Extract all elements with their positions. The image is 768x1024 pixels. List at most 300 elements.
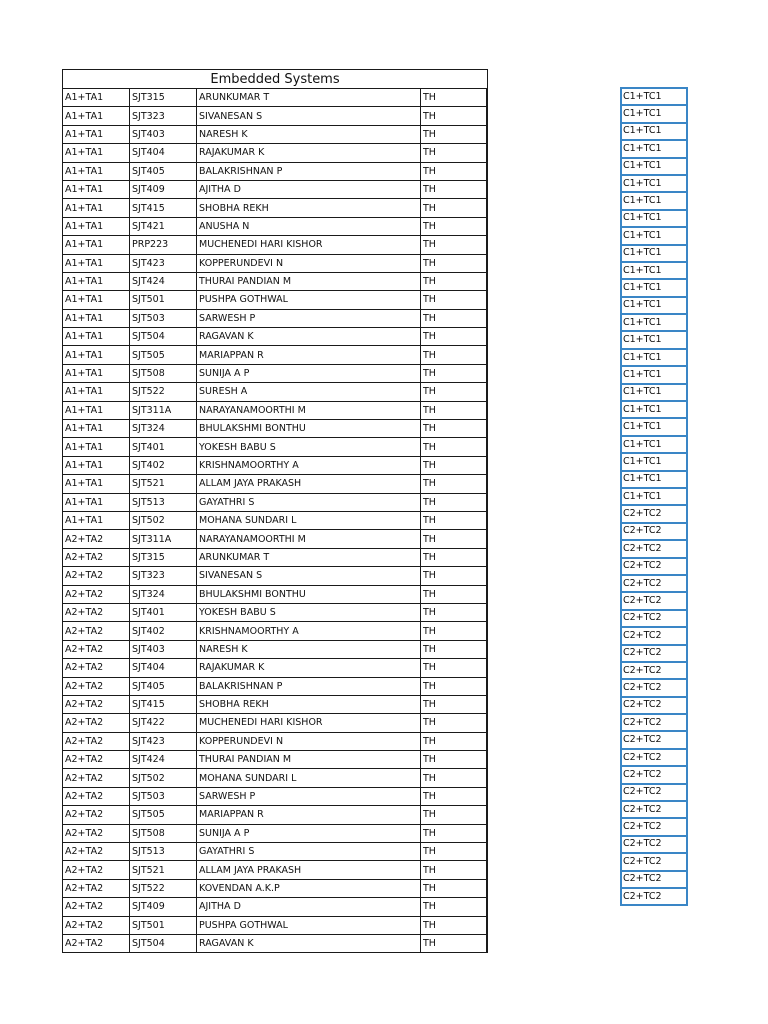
faculty-cell[interactable]: GAYATHRI S [197, 843, 421, 861]
theory-slot-cell[interactable]: C1+TC1 [621, 331, 687, 348]
empty-cell[interactable] [487, 916, 488, 934]
type-cell[interactable]: TH [421, 383, 487, 401]
theory-slot-cell[interactable]: C1+TC1 [621, 488, 687, 505]
faculty-cell[interactable]: RAGAVAN K [197, 328, 421, 346]
theory-slot-cell[interactable]: C1+TC1 [621, 401, 687, 418]
type-cell[interactable]: TH [421, 861, 487, 879]
type-cell[interactable]: TH [421, 567, 487, 585]
empty-cell[interactable] [487, 751, 488, 769]
slot-cell[interactable]: A2+TA2 [63, 585, 130, 603]
room-cell[interactable]: SJT424 [130, 272, 197, 290]
room-cell[interactable]: SJT521 [130, 475, 197, 493]
empty-cell[interactable] [487, 493, 488, 511]
theory-slot-cell[interactable]: C2+TC2 [621, 801, 687, 818]
type-cell[interactable]: TH [421, 530, 487, 548]
empty-cell[interactable] [487, 254, 488, 272]
table-row [63, 806, 488, 824]
empty-cell[interactable] [487, 456, 488, 474]
room-cell[interactable]: SJT502 [130, 769, 197, 787]
faculty-cell[interactable]: THURAI PANDIAN M [197, 751, 421, 769]
slot-cell[interactable]: A1+TA1 [63, 364, 130, 382]
room-cell[interactable]: SJT324 [130, 420, 197, 438]
table-row [63, 824, 488, 842]
theory-slot-cell[interactable]: C2+TC2 [621, 749, 687, 766]
theory-slot-cell[interactable]: C2+TC2 [621, 836, 687, 853]
table-row [63, 236, 488, 254]
room-cell[interactable]: SJT423 [130, 254, 197, 272]
type-cell[interactable]: TH [421, 603, 487, 621]
faculty-cell[interactable]: PUSHPA GOTHWAL [197, 291, 421, 309]
theory-slot-cell[interactable]: C1+TC1 [621, 453, 687, 470]
type-cell[interactable]: TH [421, 548, 487, 566]
type-cell[interactable]: TH [421, 217, 487, 235]
slot-cell[interactable]: A2+TA2 [63, 769, 130, 787]
theory-slot-cell[interactable]: C2+TC2 [621, 627, 687, 644]
type-cell[interactable]: TH [421, 916, 487, 934]
type-cell[interactable]: TH [421, 89, 487, 107]
type-cell[interactable]: TH [421, 640, 487, 658]
slot-cell[interactable]: A2+TA2 [63, 530, 130, 548]
slot-cell[interactable]: A1+TA1 [63, 125, 130, 143]
room-cell[interactable]: SJT423 [130, 732, 197, 750]
room-cell[interactable]: SJT522 [130, 879, 197, 897]
room-cell[interactable]: SJT315 [130, 548, 197, 566]
slot-column-body [621, 88, 687, 905]
type-cell[interactable]: TH [421, 254, 487, 272]
room-cell[interactable]: SJT409 [130, 180, 197, 198]
faculty-cell[interactable]: MARIAPPAN R [197, 346, 421, 364]
room-cell[interactable]: SJT415 [130, 695, 197, 713]
empty-cell[interactable] [487, 346, 488, 364]
empty-cell[interactable] [487, 732, 488, 750]
room-cell[interactable]: SJT503 [130, 787, 197, 805]
type-cell[interactable]: TH [421, 843, 487, 861]
slot-cell[interactable]: A2+TA2 [63, 677, 130, 695]
empty-cell[interactable] [487, 475, 488, 493]
slot-cell[interactable]: A1+TA1 [63, 383, 130, 401]
theory-slot-cell[interactable]: C1+TC1 [621, 279, 687, 296]
slot-row [621, 349, 687, 366]
type-cell[interactable]: TH [421, 346, 487, 364]
slot-cell[interactable]: A1+TA1 [63, 401, 130, 419]
slot-cell[interactable]: A2+TA2 [63, 843, 130, 861]
slot-cell[interactable]: A2+TA2 [63, 640, 130, 658]
theory-slot-cell[interactable]: C2+TC2 [621, 610, 687, 627]
faculty-cell[interactable]: SIVANESAN S [197, 107, 421, 125]
faculty-cell[interactable]: KOVENDAN A.K.P [197, 879, 421, 897]
empty-cell[interactable] [487, 843, 488, 861]
empty-cell[interactable] [487, 272, 488, 290]
empty-cell[interactable] [487, 511, 488, 529]
empty-cell[interactable] [487, 898, 488, 916]
slot-cell[interactable]: A2+TA2 [63, 934, 130, 952]
empty-cell[interactable] [487, 640, 488, 658]
theory-slot-cell[interactable]: C1+TC1 [621, 227, 687, 244]
faculty-cell[interactable]: RAJAKUMAR K [197, 144, 421, 162]
theory-slot-cell[interactable]: C2+TC2 [621, 784, 687, 801]
type-cell[interactable]: TH [421, 934, 487, 952]
theory-slot-cell[interactable]: C1+TC1 [621, 210, 687, 227]
faculty-cell[interactable]: GAYATHRI S [197, 493, 421, 511]
faculty-cell[interactable]: ALLAM JAYA PRAKASH [197, 475, 421, 493]
room-cell[interactable]: SJT403 [130, 640, 197, 658]
room-cell[interactable]: SJT401 [130, 438, 197, 456]
empty-cell[interactable] [487, 364, 488, 382]
slot-cell[interactable]: A1+TA1 [63, 217, 130, 235]
slot-cell[interactable]: A2+TA2 [63, 787, 130, 805]
type-cell[interactable]: TH [421, 309, 487, 327]
room-cell[interactable]: SJT405 [130, 162, 197, 180]
room-cell[interactable]: SJT402 [130, 622, 197, 640]
theory-slot-cell[interactable]: C2+TC2 [621, 731, 687, 748]
faculty-cell[interactable]: MOHANA SUNDARI L [197, 769, 421, 787]
slot-cell[interactable]: A1+TA1 [63, 162, 130, 180]
room-cell[interactable]: SJT323 [130, 107, 197, 125]
type-cell[interactable]: TH [421, 732, 487, 750]
faculty-cell[interactable]: BALAKRISHNAN P [197, 677, 421, 695]
slot-cell[interactable]: A1+TA1 [63, 511, 130, 529]
type-cell[interactable]: TH [421, 898, 487, 916]
empty-cell[interactable] [487, 199, 488, 217]
faculty-cell[interactable]: SURESH A [197, 383, 421, 401]
type-cell[interactable]: TH [421, 695, 487, 713]
type-cell[interactable]: TH [421, 199, 487, 217]
theory-slot-cell[interactable]: C1+TC1 [621, 366, 687, 383]
empty-cell[interactable] [487, 769, 488, 787]
room-cell[interactable]: SJT403 [130, 125, 197, 143]
empty-cell[interactable] [487, 934, 488, 952]
slot-cell[interactable]: A2+TA2 [63, 879, 130, 897]
slot-row [621, 731, 687, 748]
empty-cell[interactable] [487, 107, 488, 125]
faculty-cell[interactable]: NARAYANAMOORTHI M [197, 530, 421, 548]
slot-cell[interactable]: A1+TA1 [63, 291, 130, 309]
empty-cell[interactable] [487, 861, 488, 879]
theory-slot-cell[interactable]: C1+TC1 [621, 158, 687, 175]
theory-slot-cell[interactable]: C1+TC1 [621, 297, 687, 314]
room-cell[interactable]: SJT405 [130, 677, 197, 695]
slot-cell[interactable]: A2+TA2 [63, 548, 130, 566]
slot-cell[interactable]: A1+TA1 [63, 475, 130, 493]
theory-slot-cell[interactable]: C1+TC1 [621, 314, 687, 331]
theory-slot-cell[interactable]: C1+TC1 [621, 175, 687, 192]
room-cell[interactable]: SJT415 [130, 199, 197, 217]
slot-row [621, 836, 687, 853]
empty-cell[interactable] [487, 695, 488, 713]
faculty-cell[interactable]: MOHANA SUNDARI L [197, 511, 421, 529]
slot-cell[interactable]: A1+TA1 [63, 438, 130, 456]
faculty-cell[interactable]: SARWESH P [197, 787, 421, 805]
faculty-cell[interactable]: NARESH K [197, 640, 421, 658]
slot-cell[interactable]: A1+TA1 [63, 309, 130, 327]
theory-slot-cell[interactable]: C1+TC1 [621, 262, 687, 279]
empty-cell[interactable] [487, 603, 488, 621]
theory-slot-cell[interactable]: C2+TC2 [621, 540, 687, 557]
slot-row [621, 418, 687, 435]
empty-cell[interactable] [487, 438, 488, 456]
slot-cell[interactable]: A2+TA2 [63, 861, 130, 879]
faculty-cell[interactable]: AJITHA D [197, 898, 421, 916]
type-cell[interactable]: TH [421, 236, 487, 254]
theory-slot-cell[interactable]: C2+TC2 [621, 523, 687, 540]
room-cell[interactable]: SJT402 [130, 456, 197, 474]
empty-cell[interactable] [487, 89, 488, 107]
room-cell[interactable]: SJT508 [130, 824, 197, 842]
empty-cell[interactable] [487, 162, 488, 180]
room-cell[interactable]: SJT424 [130, 751, 197, 769]
room-cell[interactable]: SJT503 [130, 309, 197, 327]
table-row [63, 622, 488, 640]
faculty-cell[interactable]: MARIAPPAN R [197, 806, 421, 824]
room-cell[interactable]: SJT513 [130, 493, 197, 511]
type-cell[interactable]: TH [421, 272, 487, 290]
theory-slot-cell[interactable]: C1+TC1 [621, 384, 687, 401]
theory-slot-cell[interactable]: C2+TC2 [621, 697, 687, 714]
theory-slot-cell[interactable]: C2+TC2 [621, 592, 687, 609]
room-cell[interactable]: SJT501 [130, 291, 197, 309]
room-cell[interactable]: SJT404 [130, 659, 197, 677]
theory-slot-cell[interactable]: C2+TC2 [621, 505, 687, 522]
empty-cell[interactable] [487, 144, 488, 162]
theory-slot-cell[interactable]: C1+TC1 [621, 436, 687, 453]
empty-cell[interactable] [487, 291, 488, 309]
slot-cell[interactable]: A1+TA1 [63, 89, 130, 107]
theory-slot-cell[interactable]: C1+TC1 [621, 140, 687, 157]
room-cell[interactable]: SJT324 [130, 585, 197, 603]
table-row [63, 420, 488, 438]
slot-cell[interactable]: A2+TA2 [63, 916, 130, 934]
room-cell[interactable]: SJT315 [130, 89, 197, 107]
slot-cell[interactable]: A2+TA2 [63, 567, 130, 585]
theory-slot-cell[interactable]: C2+TC2 [621, 766, 687, 783]
type-cell[interactable]: TH [421, 107, 487, 125]
type-cell[interactable]: TH [421, 144, 487, 162]
room-cell[interactable]: SJT323 [130, 567, 197, 585]
slot-cell[interactable]: A2+TA2 [63, 732, 130, 750]
type-cell[interactable]: TH [421, 714, 487, 732]
slot-cell[interactable]: A1+TA1 [63, 144, 130, 162]
type-cell[interactable]: TH [421, 162, 487, 180]
slot-cell[interactable]: A2+TA2 [63, 898, 130, 916]
room-cell[interactable]: SJT505 [130, 346, 197, 364]
type-cell[interactable]: TH [421, 291, 487, 309]
slot-cell[interactable]: A1+TA1 [63, 346, 130, 364]
table-row [63, 898, 488, 916]
slot-cell[interactable]: A1+TA1 [63, 272, 130, 290]
theory-slot-cell[interactable]: C2+TC2 [621, 679, 687, 696]
faculty-cell[interactable]: KRISHNAMOORTHY A [197, 456, 421, 474]
type-cell[interactable]: TH [421, 751, 487, 769]
empty-cell[interactable] [487, 530, 488, 548]
room-cell[interactable]: SJT522 [130, 383, 197, 401]
type-cell[interactable]: TH [421, 364, 487, 382]
faculty-cell[interactable]: PUSHPA GOTHWAL [197, 916, 421, 934]
theory-slot-cell[interactable]: C1+TC1 [621, 105, 687, 122]
type-cell[interactable]: TH [421, 420, 487, 438]
slot-cell[interactable]: A2+TA2 [63, 659, 130, 677]
room-cell[interactable]: SJT504 [130, 328, 197, 346]
faculty-cell[interactable]: BHULAKSHMI BONTHU [197, 585, 421, 603]
faculty-cell[interactable]: MUCHENEDI HARI KISHOR [197, 714, 421, 732]
faculty-cell[interactable]: ANUSHA N [197, 217, 421, 235]
faculty-cell[interactable]: THURAI PANDIAN M [197, 272, 421, 290]
faculty-cell[interactable]: SARWESH P [197, 309, 421, 327]
room-cell[interactable]: SJT404 [130, 144, 197, 162]
slot-cell[interactable]: A1+TA1 [63, 254, 130, 272]
type-cell[interactable]: TH [421, 622, 487, 640]
empty-cell[interactable] [487, 180, 488, 198]
type-cell[interactable]: TH [421, 456, 487, 474]
faculty-cell[interactable]: RAGAVAN K [197, 934, 421, 952]
empty-cell[interactable] [487, 787, 488, 805]
slot-cell[interactable]: A2+TA2 [63, 622, 130, 640]
empty-cell[interactable] [487, 548, 488, 566]
faculty-cell[interactable]: AJITHA D [197, 180, 421, 198]
theory-slot-cell[interactable]: C2+TC2 [621, 818, 687, 835]
theory-slot-cell[interactable]: C2+TC2 [621, 853, 687, 870]
slot-cell[interactable]: A2+TA2 [63, 824, 130, 842]
empty-cell[interactable] [487, 217, 488, 235]
faculty-cell[interactable]: SHOBHA REKH [197, 695, 421, 713]
faculty-cell[interactable]: NARAYANAMOORTHI M [197, 401, 421, 419]
theory-slot-cell[interactable]: C1+TC1 [621, 349, 687, 366]
faculty-cell[interactable]: KOPPERUNDEVI N [197, 254, 421, 272]
faculty-cell[interactable]: SUNIJA A P [197, 824, 421, 842]
theory-slot-cell[interactable]: C2+TC2 [621, 558, 687, 575]
theory-slot-cell[interactable]: C1+TC1 [621, 418, 687, 435]
table-row [63, 328, 488, 346]
room-cell[interactable]: SJT311A [130, 401, 197, 419]
slot-cell[interactable]: A1+TA1 [63, 199, 130, 217]
type-cell[interactable]: TH [421, 125, 487, 143]
faculty-cell[interactable]: BHULAKSHMI BONTHU [197, 420, 421, 438]
empty-cell[interactable] [487, 806, 488, 824]
slot-cell[interactable]: A1+TA1 [63, 236, 130, 254]
theory-slot-cell[interactable]: C1+TC1 [621, 88, 687, 105]
type-cell[interactable]: TH [421, 677, 487, 695]
room-cell[interactable]: SJT401 [130, 603, 197, 621]
theory-slot-cell[interactable]: C2+TC2 [621, 888, 687, 905]
room-cell[interactable]: PRP223 [130, 236, 197, 254]
slot-cell[interactable]: A2+TA2 [63, 603, 130, 621]
faculty-cell[interactable]: KOPPERUNDEVI N [197, 732, 421, 750]
faculty-cell[interactable]: SIVANESAN S [197, 567, 421, 585]
empty-cell[interactable] [487, 309, 488, 327]
faculty-cell[interactable]: SUNIJA A P [197, 364, 421, 382]
empty-cell[interactable] [487, 677, 488, 695]
room-cell[interactable]: SJT501 [130, 916, 197, 934]
faculty-cell[interactable]: YOKESH BABU S [197, 438, 421, 456]
theory-slot-cell[interactable]: C2+TC2 [621, 645, 687, 662]
slot-cell[interactable]: A1+TA1 [63, 180, 130, 198]
table-row [63, 89, 488, 107]
room-cell[interactable]: SJT422 [130, 714, 197, 732]
slot-cell[interactable]: A2+TA2 [63, 751, 130, 769]
faculty-cell[interactable]: BALAKRISHNAN P [197, 162, 421, 180]
empty-cell[interactable] [487, 401, 488, 419]
type-cell[interactable]: TH [421, 879, 487, 897]
type-cell[interactable]: TH [421, 585, 487, 603]
faculty-cell[interactable]: YOKESH BABU S [197, 603, 421, 621]
slot-cell[interactable]: A1+TA1 [63, 493, 130, 511]
type-cell[interactable]: TH [421, 493, 487, 511]
slot-row [621, 279, 687, 296]
slot-cell[interactable]: A1+TA1 [63, 420, 130, 438]
slot-cell[interactable]: A2+TA2 [63, 714, 130, 732]
slot-cell[interactable]: A1+TA1 [63, 107, 130, 125]
slot-cell[interactable]: A2+TA2 [63, 806, 130, 824]
slot-cell[interactable]: A1+TA1 [63, 456, 130, 474]
type-cell[interactable]: TH [421, 475, 487, 493]
room-cell[interactable]: SJT502 [130, 511, 197, 529]
type-cell[interactable]: TH [421, 328, 487, 346]
slot-row [621, 436, 687, 453]
room-cell[interactable]: SJT409 [130, 898, 197, 916]
room-cell[interactable]: SJT311A [130, 530, 197, 548]
theory-slot-cell[interactable]: C2+TC2 [621, 575, 687, 592]
slot-cell[interactable]: A1+TA1 [63, 328, 130, 346]
empty-cell[interactable] [487, 328, 488, 346]
type-cell[interactable]: TH [421, 401, 487, 419]
theory-slot-cell[interactable]: C1+TC1 [621, 245, 687, 262]
type-cell[interactable]: TH [421, 769, 487, 787]
type-cell[interactable]: TH [421, 806, 487, 824]
empty-cell[interactable] [487, 824, 488, 842]
theory-slot-cell[interactable]: C2+TC2 [621, 714, 687, 731]
theory-slot-cell[interactable]: C1+TC1 [621, 123, 687, 140]
type-cell[interactable]: TH [421, 787, 487, 805]
theory-slot-cell[interactable]: C2+TC2 [621, 662, 687, 679]
room-cell[interactable]: SJT505 [130, 806, 197, 824]
room-cell[interactable]: SJT504 [130, 934, 197, 952]
type-cell[interactable]: TH [421, 180, 487, 198]
faculty-cell[interactable]: ARUNKUMAR T [197, 548, 421, 566]
slot-cell[interactable]: A2+TA2 [63, 695, 130, 713]
type-cell[interactable]: TH [421, 511, 487, 529]
faculty-cell[interactable]: RAJAKUMAR K [197, 659, 421, 677]
type-cell[interactable]: TH [421, 824, 487, 842]
faculty-cell[interactable]: ARUNKUMAR T [197, 89, 421, 107]
type-cell[interactable]: TH [421, 659, 487, 677]
room-cell[interactable]: SJT521 [130, 861, 197, 879]
empty-cell[interactable] [487, 585, 488, 603]
room-cell[interactable]: SJT513 [130, 843, 197, 861]
faculty-cell[interactable]: ALLAM JAYA PRAKASH [197, 861, 421, 879]
empty-cell[interactable] [487, 659, 488, 677]
slot-row [621, 123, 687, 140]
empty-cell[interactable] [487, 622, 488, 640]
theory-slot-cell[interactable]: C1+TC1 [621, 192, 687, 209]
faculty-cell[interactable]: KRISHNAMOORTHY A [197, 622, 421, 640]
slot-row [621, 818, 687, 835]
theory-slot-cell[interactable]: C2+TC2 [621, 871, 687, 888]
faculty-cell[interactable]: MUCHENEDI HARI KISHOR [197, 236, 421, 254]
empty-cell[interactable] [487, 383, 488, 401]
slot-row [621, 488, 687, 505]
empty-cell[interactable] [487, 420, 488, 438]
faculty-cell[interactable]: SHOBHA REKH [197, 199, 421, 217]
empty-cell[interactable] [487, 714, 488, 732]
theory-slot-cell[interactable]: C1+TC1 [621, 471, 687, 488]
faculty-cell[interactable]: NARESH K [197, 125, 421, 143]
empty-cell[interactable] [487, 567, 488, 585]
type-cell[interactable]: TH [421, 438, 487, 456]
empty-cell[interactable] [487, 879, 488, 897]
empty-cell[interactable] [487, 236, 488, 254]
empty-cell[interactable] [487, 125, 488, 143]
room-cell[interactable]: SJT421 [130, 217, 197, 235]
room-cell[interactable]: SJT508 [130, 364, 197, 382]
